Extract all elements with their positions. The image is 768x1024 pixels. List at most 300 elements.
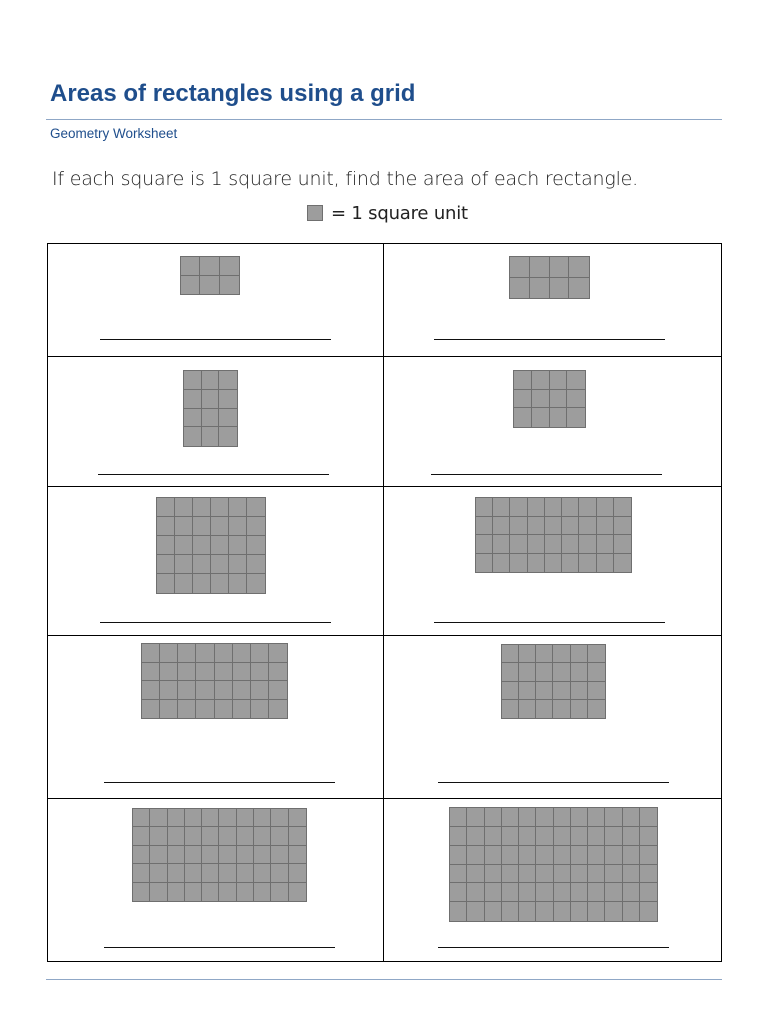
grid-square xyxy=(193,517,211,536)
grid-square xyxy=(623,883,640,902)
grid-square xyxy=(476,498,493,517)
grid-square xyxy=(623,827,640,846)
grid-square xyxy=(571,827,588,846)
grid-square xyxy=(202,864,219,882)
grid-square xyxy=(553,682,570,700)
grid-square xyxy=(476,535,493,554)
grid-square xyxy=(219,846,236,864)
grid-square xyxy=(133,864,150,882)
rectangle-grid-2 xyxy=(509,256,590,299)
grid-square xyxy=(640,865,657,884)
grid-square xyxy=(219,427,237,446)
grid-square xyxy=(485,846,502,865)
grid-square xyxy=(571,663,588,681)
grid-square xyxy=(196,644,214,663)
grid-square xyxy=(202,827,219,845)
rectangle-grid-8 xyxy=(501,644,606,719)
grid-square xyxy=(289,809,306,827)
grid-square xyxy=(550,257,570,278)
grid-square xyxy=(271,827,288,845)
grid-square xyxy=(219,409,237,428)
grid-square xyxy=(450,865,467,884)
grid-square xyxy=(562,554,579,573)
grid-square xyxy=(181,257,200,276)
grid-square xyxy=(553,663,570,681)
answer-line-6[interactable] xyxy=(434,622,665,623)
grid-square xyxy=(211,498,229,517)
grid-square xyxy=(588,902,605,921)
grid-square xyxy=(150,864,167,882)
header-divider xyxy=(46,119,722,120)
grid-square xyxy=(588,827,605,846)
worksheet-subtitle: Geometry Worksheet xyxy=(50,126,178,141)
grid-square xyxy=(215,663,233,682)
grid-square xyxy=(200,276,219,295)
grid-square xyxy=(588,700,605,718)
grid-square xyxy=(545,517,562,536)
grid-square xyxy=(530,278,550,299)
grid-square xyxy=(168,864,185,882)
grid-square xyxy=(269,700,287,719)
grid-square xyxy=(554,827,571,846)
grid-square xyxy=(160,644,178,663)
grid-square xyxy=(640,827,657,846)
grid-square xyxy=(168,809,185,827)
grid-square xyxy=(597,535,614,554)
grid-square xyxy=(502,645,519,663)
grid-square xyxy=(157,574,175,593)
grid-square xyxy=(184,390,202,409)
grid-square xyxy=(536,682,553,700)
grid-square xyxy=(467,902,484,921)
grid-square xyxy=(545,498,562,517)
grid-square xyxy=(571,865,588,884)
grid-square xyxy=(251,681,269,700)
grid-square xyxy=(579,535,596,554)
grid-square xyxy=(233,681,251,700)
grid-square xyxy=(562,517,579,536)
grid-square xyxy=(220,276,239,295)
grid-square xyxy=(605,846,622,865)
grid-square xyxy=(211,555,229,574)
rectangle-grid-6 xyxy=(475,497,632,573)
grid-square xyxy=(160,663,178,682)
grid-square xyxy=(536,663,553,681)
grid-square xyxy=(550,278,570,299)
grid-square xyxy=(502,700,519,718)
grid-square xyxy=(229,517,247,536)
grid-square xyxy=(247,555,265,574)
grid-square xyxy=(502,902,519,921)
grid-square xyxy=(185,827,202,845)
grid-square xyxy=(181,276,200,295)
grid-square xyxy=(202,846,219,864)
grid-square xyxy=(219,371,237,390)
grid-square xyxy=(519,902,536,921)
grid-square xyxy=(247,498,265,517)
grid-square xyxy=(247,536,265,555)
grid-square xyxy=(571,846,588,865)
grid-square xyxy=(150,827,167,845)
grid-square xyxy=(254,846,271,864)
grid-square xyxy=(175,555,193,574)
grid-square xyxy=(485,827,502,846)
grid-square xyxy=(597,554,614,573)
grid-square xyxy=(237,883,254,901)
grid-square xyxy=(588,865,605,884)
grid-square xyxy=(514,371,532,390)
grid-square xyxy=(150,883,167,901)
grid-square xyxy=(567,390,585,409)
grid-square xyxy=(640,902,657,921)
answer-line-3[interactable] xyxy=(98,474,329,475)
grid-square xyxy=(185,864,202,882)
grid-square xyxy=(528,535,545,554)
grid-square xyxy=(254,809,271,827)
grid-square xyxy=(528,498,545,517)
footer-divider xyxy=(46,979,722,980)
grid-square xyxy=(567,408,585,427)
grid-square xyxy=(623,865,640,884)
grid-square xyxy=(142,663,160,682)
instructions-text: If each square is 1 square unit, find the area of each rectangle. xyxy=(52,168,638,190)
grid-square xyxy=(289,846,306,864)
legend-text: = 1 square unit xyxy=(331,202,468,224)
grid-square xyxy=(502,865,519,884)
grid-square xyxy=(536,883,553,902)
grid-square xyxy=(476,554,493,573)
grid-square xyxy=(476,517,493,536)
grid-square xyxy=(579,498,596,517)
grid-square xyxy=(519,682,536,700)
grid-square xyxy=(536,700,553,718)
grid-square xyxy=(571,808,588,827)
grid-square xyxy=(289,883,306,901)
grid-square xyxy=(493,517,510,536)
grid-square xyxy=(467,827,484,846)
grid-square xyxy=(554,883,571,902)
grid-square xyxy=(640,883,657,902)
table-row-divider xyxy=(47,635,722,636)
grid-square xyxy=(219,864,236,882)
grid-square xyxy=(193,574,211,593)
grid-square xyxy=(640,846,657,865)
grid-square xyxy=(175,498,193,517)
grid-square xyxy=(202,371,220,390)
grid-square xyxy=(597,498,614,517)
grid-square xyxy=(196,700,214,719)
grid-square xyxy=(528,517,545,536)
answer-line-10[interactable] xyxy=(438,947,669,948)
grid-square xyxy=(271,864,288,882)
answer-line-7[interactable] xyxy=(104,782,335,783)
grid-square xyxy=(185,846,202,864)
grid-square xyxy=(519,700,536,718)
grid-square xyxy=(157,498,175,517)
grid-square xyxy=(215,681,233,700)
grid-square xyxy=(640,808,657,827)
grid-square xyxy=(571,902,588,921)
grid-square xyxy=(588,808,605,827)
grid-square xyxy=(597,517,614,536)
grid-square xyxy=(175,536,193,555)
grid-square xyxy=(579,554,596,573)
grid-square xyxy=(196,681,214,700)
grid-square xyxy=(510,257,530,278)
legend xyxy=(307,202,468,224)
grid-square xyxy=(269,663,287,682)
grid-square xyxy=(502,883,519,902)
grid-square xyxy=(485,865,502,884)
grid-square xyxy=(485,902,502,921)
grid-square xyxy=(536,846,553,865)
grid-square xyxy=(271,809,288,827)
grid-square xyxy=(269,681,287,700)
answer-line-1[interactable] xyxy=(100,339,331,340)
grid-square xyxy=(133,809,150,827)
grid-square xyxy=(623,846,640,865)
grid-square xyxy=(178,700,196,719)
grid-square xyxy=(271,883,288,901)
grid-square xyxy=(251,644,269,663)
grid-square xyxy=(202,409,220,428)
grid-square xyxy=(229,555,247,574)
grid-square xyxy=(519,808,536,827)
grid-square xyxy=(150,809,167,827)
grid-square xyxy=(614,498,631,517)
grid-square xyxy=(168,846,185,864)
grid-square xyxy=(510,554,527,573)
grid-square xyxy=(193,498,211,517)
grid-square xyxy=(605,865,622,884)
grid-square xyxy=(133,883,150,901)
grid-square xyxy=(233,644,251,663)
grid-square xyxy=(485,808,502,827)
grid-square xyxy=(133,846,150,864)
grid-square xyxy=(467,808,484,827)
grid-square xyxy=(493,535,510,554)
grid-square xyxy=(550,371,568,390)
grid-square xyxy=(550,408,568,427)
grid-square xyxy=(519,645,536,663)
grid-square xyxy=(614,517,631,536)
grid-square xyxy=(536,827,553,846)
grid-square xyxy=(519,663,536,681)
grid-square xyxy=(569,278,589,299)
rectangle-grid-7 xyxy=(141,643,288,719)
grid-square xyxy=(510,517,527,536)
grid-square xyxy=(247,574,265,593)
grid-square xyxy=(588,846,605,865)
legend-square-icon xyxy=(307,205,323,221)
grid-square xyxy=(536,865,553,884)
grid-square xyxy=(485,883,502,902)
table-row-divider xyxy=(47,356,722,357)
grid-square xyxy=(219,809,236,827)
grid-square xyxy=(502,846,519,865)
grid-square xyxy=(200,257,219,276)
grid-square xyxy=(178,663,196,682)
grid-square xyxy=(562,535,579,554)
grid-square xyxy=(550,390,568,409)
grid-square xyxy=(605,883,622,902)
grid-square xyxy=(467,865,484,884)
grid-square xyxy=(184,371,202,390)
grid-square xyxy=(493,554,510,573)
grid-square xyxy=(196,663,214,682)
answer-line-5[interactable] xyxy=(100,622,331,623)
grid-square xyxy=(289,827,306,845)
grid-square xyxy=(536,645,553,663)
grid-square xyxy=(623,808,640,827)
answer-line-2[interactable] xyxy=(434,339,665,340)
rectangle-grid-4 xyxy=(513,370,586,428)
grid-square xyxy=(605,902,622,921)
grid-square xyxy=(554,865,571,884)
grid-square xyxy=(178,644,196,663)
answer-line-9[interactable] xyxy=(104,947,335,948)
grid-square xyxy=(519,883,536,902)
grid-square xyxy=(202,390,220,409)
grid-square xyxy=(202,809,219,827)
worksheet-title: Areas of rectangles using a grid xyxy=(50,80,416,107)
grid-square xyxy=(554,846,571,865)
grid-square xyxy=(219,390,237,409)
grid-square xyxy=(202,883,219,901)
grid-square xyxy=(532,390,550,409)
grid-square xyxy=(254,883,271,901)
grid-square xyxy=(614,554,631,573)
grid-square xyxy=(450,846,467,865)
grid-square xyxy=(519,846,536,865)
grid-square xyxy=(588,883,605,902)
grid-square xyxy=(510,278,530,299)
grid-square xyxy=(157,536,175,555)
grid-square xyxy=(157,555,175,574)
grid-square xyxy=(271,846,288,864)
grid-square xyxy=(251,663,269,682)
grid-square xyxy=(553,700,570,718)
grid-square xyxy=(605,808,622,827)
grid-square xyxy=(193,555,211,574)
grid-square xyxy=(532,408,550,427)
grid-square xyxy=(450,902,467,921)
rectangle-grid-1 xyxy=(180,256,240,295)
grid-square xyxy=(237,846,254,864)
grid-square xyxy=(450,827,467,846)
grid-square xyxy=(493,498,510,517)
grid-square xyxy=(623,902,640,921)
grid-square xyxy=(157,517,175,536)
grid-square xyxy=(528,554,545,573)
grid-square xyxy=(553,645,570,663)
grid-square xyxy=(237,864,254,882)
grid-square xyxy=(233,663,251,682)
grid-square xyxy=(569,257,589,278)
grid-square xyxy=(254,827,271,845)
grid-square xyxy=(229,498,247,517)
table-column-divider xyxy=(383,243,384,962)
grid-square xyxy=(251,700,269,719)
grid-square xyxy=(519,865,536,884)
grid-square xyxy=(168,827,185,845)
grid-square xyxy=(502,682,519,700)
grid-square xyxy=(510,498,527,517)
grid-square xyxy=(605,827,622,846)
grid-square xyxy=(579,517,596,536)
grid-square xyxy=(545,535,562,554)
grid-square xyxy=(219,827,236,845)
table-row-divider xyxy=(47,486,722,487)
grid-square xyxy=(545,554,562,573)
grid-square xyxy=(229,574,247,593)
grid-square xyxy=(571,645,588,663)
grid-square xyxy=(185,883,202,901)
grid-square xyxy=(269,644,287,663)
grid-square xyxy=(237,809,254,827)
table-row-divider xyxy=(47,798,722,799)
grid-square xyxy=(502,808,519,827)
grid-square xyxy=(220,257,239,276)
grid-square xyxy=(150,846,167,864)
grid-square xyxy=(142,700,160,719)
grid-square xyxy=(219,883,236,901)
grid-square xyxy=(562,498,579,517)
grid-square xyxy=(567,371,585,390)
grid-square xyxy=(502,827,519,846)
grid-square xyxy=(184,409,202,428)
grid-square xyxy=(588,663,605,681)
rectangle-grid-10 xyxy=(449,807,658,922)
grid-square xyxy=(588,682,605,700)
grid-square xyxy=(215,644,233,663)
grid-square xyxy=(133,827,150,845)
rectangle-grid-5 xyxy=(156,497,266,594)
grid-square xyxy=(193,536,211,555)
grid-square xyxy=(467,883,484,902)
grid-square xyxy=(178,681,196,700)
rectangle-grid-3 xyxy=(183,370,238,447)
grid-square xyxy=(175,574,193,593)
grid-square xyxy=(160,681,178,700)
grid-square xyxy=(237,827,254,845)
grid-square xyxy=(467,846,484,865)
grid-square xyxy=(536,808,553,827)
grid-square xyxy=(536,902,553,921)
grid-square xyxy=(211,517,229,536)
grid-square xyxy=(514,390,532,409)
grid-square xyxy=(175,517,193,536)
grid-square xyxy=(554,902,571,921)
grid-square xyxy=(502,663,519,681)
grid-square xyxy=(142,681,160,700)
grid-square xyxy=(450,883,467,902)
grid-square xyxy=(289,864,306,882)
grid-square xyxy=(571,682,588,700)
grid-square xyxy=(229,536,247,555)
grid-square xyxy=(530,257,550,278)
grid-square xyxy=(168,883,185,901)
answer-line-8[interactable] xyxy=(438,782,669,783)
grid-square xyxy=(514,408,532,427)
grid-square xyxy=(185,809,202,827)
grid-square xyxy=(254,864,271,882)
grid-square xyxy=(184,427,202,446)
grid-square xyxy=(614,535,631,554)
answer-line-4[interactable] xyxy=(431,474,662,475)
grid-square xyxy=(510,535,527,554)
grid-square xyxy=(532,371,550,390)
